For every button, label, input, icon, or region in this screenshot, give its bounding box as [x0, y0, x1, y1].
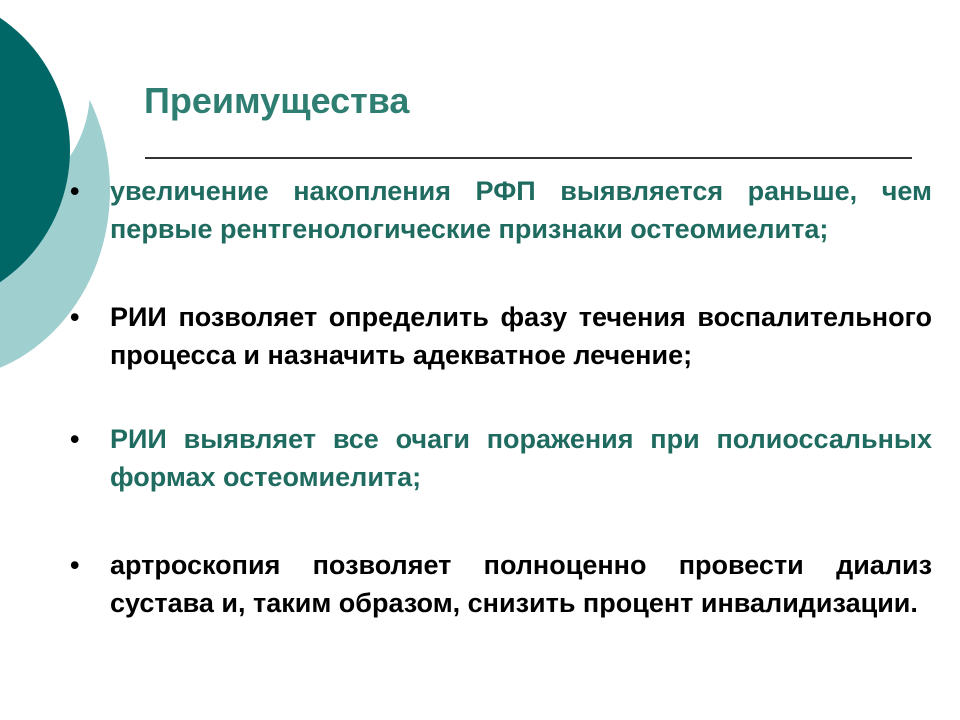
bullet-item	[70, 420, 932, 496]
bullet-text: увеличение накопления РФП выявляется раньше, чем первые рентгенологические признаки остеомиелита;	[110, 176, 932, 244]
bullet-marker: •	[70, 550, 80, 580]
bullet-text: артроскопия позволяет полноценно провести диализ сустава и, таким образом, снизить процент инвалидизации.	[110, 550, 932, 618]
bullet-marker: •	[70, 176, 80, 206]
title-divider	[145, 157, 912, 159]
bullet-marker: •	[70, 424, 80, 454]
bullet-marker: •	[70, 302, 80, 332]
bullet-item	[70, 172, 932, 248]
slide-title: Преимущества	[144, 80, 410, 121]
bullet-list	[70, 172, 932, 622]
bullet-text: РИИ позволяет определить фазу течения воспалительного процесса и назначить адекватное лечение;	[110, 302, 932, 370]
bullet-text: РИИ выявляет все очаги поражения при полиоссальных формах остеомиелита;	[110, 424, 932, 492]
bullet-item	[70, 298, 932, 374]
bullet-item	[70, 546, 932, 622]
